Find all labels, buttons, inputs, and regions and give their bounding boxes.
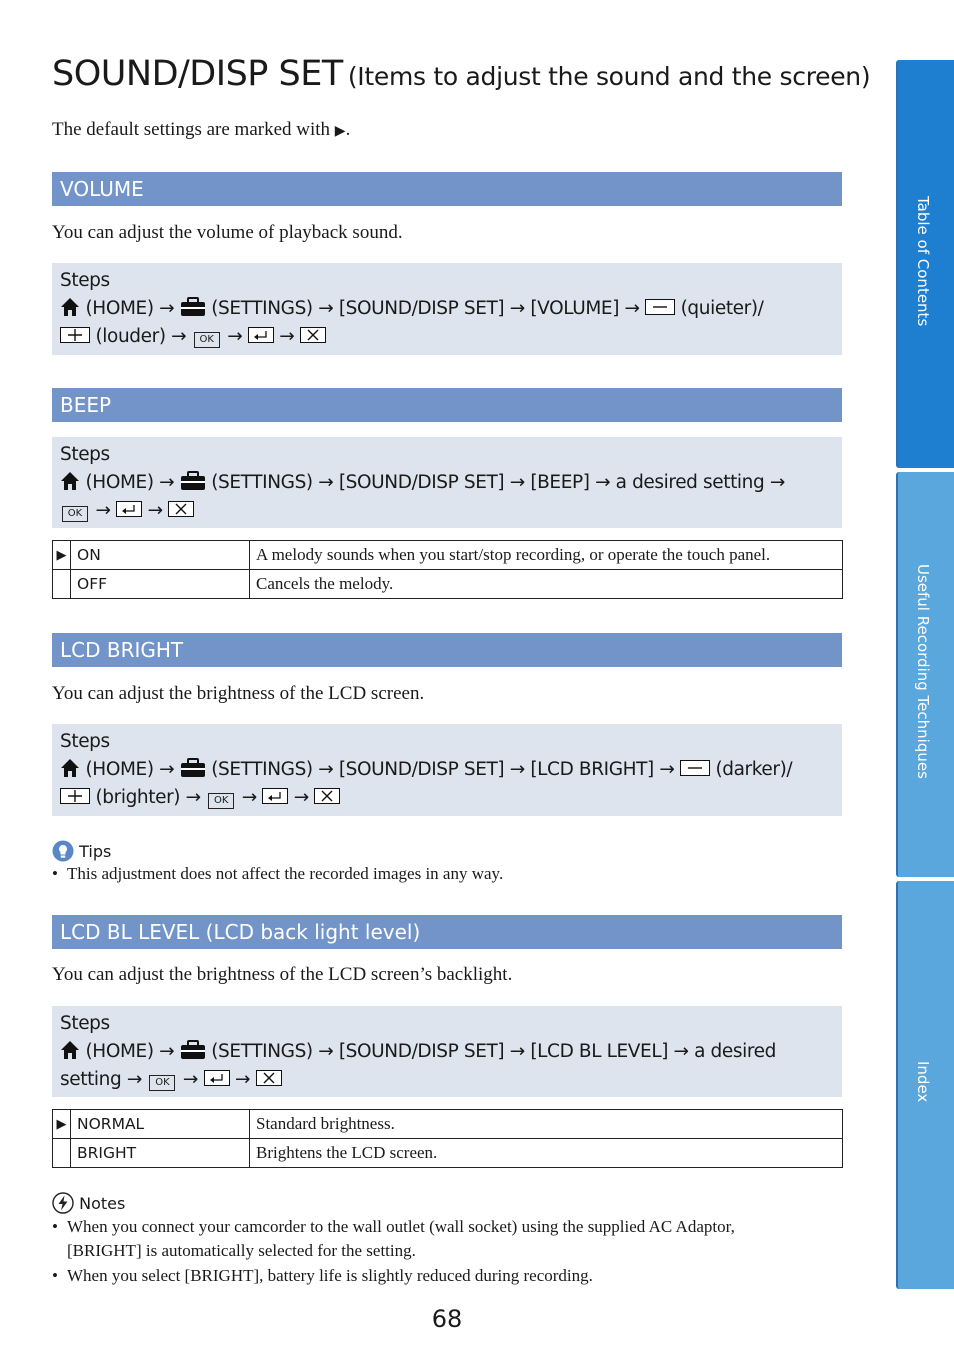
settings-icon	[180, 758, 206, 778]
page-number: 68	[431, 1305, 463, 1333]
volume-description: You can adjust the volume of playback sound.	[52, 222, 403, 243]
volume-heading: VOLUME	[52, 172, 842, 206]
page-title-sub: (Items to adjust the sound and the screen)	[347, 62, 871, 91]
lcd-bright-steps: Steps (HOME) → (SETTINGS) → [SOUND/DISP SET] → [LCD BRIGHT] → (darker)/ (brighter) → OK → →	[52, 724, 842, 816]
page-title	[52, 54, 870, 94]
lcd-bright-description: You can adjust the brightness of the LCD screen.	[52, 683, 425, 704]
tab-useful-recording-techniques[interactable]	[896, 472, 954, 877]
beep-options-table	[52, 540, 843, 599]
close-button-icon	[256, 1070, 282, 1086]
steps-label: Steps	[60, 1013, 110, 1034]
minus-button-icon	[680, 760, 710, 776]
beep-steps: Steps (HOME) → (SETTINGS) → [SOUND/DISP SET] → [BEEP] → a desired setting → OK → →	[52, 437, 842, 528]
plus-button-icon	[60, 327, 90, 343]
close-button-icon	[168, 501, 194, 517]
note-item: • When you select [BRIGHT], battery life is slightly reduced during recording.	[52, 1266, 593, 1285]
default-marker-icon: ▶	[53, 1110, 71, 1139]
ok-button-icon: OK	[208, 793, 234, 809]
home-icon	[60, 758, 80, 778]
minus-button-icon	[645, 299, 675, 315]
page-title-main: SOUND/DISP SET	[52, 54, 343, 94]
default-marker-icon: ▶	[334, 124, 346, 139]
lightbulb-icon	[52, 840, 74, 862]
ok-button-icon: OK	[194, 332, 220, 348]
beep-heading: BEEP	[52, 388, 842, 422]
lcd-bl-level-options-table	[52, 1109, 843, 1168]
back-button-icon	[204, 1070, 230, 1086]
tab-table-of-contents[interactable]	[896, 60, 954, 468]
notes-warning-icon	[52, 1192, 74, 1214]
tab-label: Index	[914, 1061, 932, 1103]
table-row: OFF Cancels the melody.	[53, 570, 843, 599]
lcd-bright-heading: LCD BRIGHT	[52, 633, 842, 667]
home-icon	[60, 297, 80, 317]
home-icon	[60, 1040, 80, 1060]
note-item: • When you connect your camcorder to the wall outlet (wall socket) using the supplied AC Adaptor, [BRIGHT] is automatically selected for the setting.	[52, 1217, 735, 1260]
table-row: BRIGHT Brightens the LCD screen.	[53, 1139, 843, 1168]
lcd-bl-level-heading: LCD BL LEVEL (LCD back light level)	[52, 915, 842, 949]
close-button-icon	[300, 327, 326, 343]
steps-label: Steps	[60, 444, 110, 465]
settings-icon	[180, 471, 206, 491]
close-button-icon	[314, 788, 340, 804]
table-row: ▶ ON A melody sounds when you start/stop recording, or operate the touch panel.	[53, 541, 843, 570]
tips-header: Tips	[52, 840, 111, 862]
back-button-icon	[262, 788, 288, 804]
tab-label: Table of Contents	[914, 196, 932, 327]
settings-icon	[180, 1040, 206, 1060]
lcd-bl-level-description: You can adjust the brightness of the LCD screen’s backlight.	[52, 964, 513, 985]
plus-button-icon	[60, 788, 90, 804]
tip-item: • This adjustment does not affect the recorded images in any way.	[52, 864, 504, 883]
home-icon	[60, 471, 80, 491]
tab-index[interactable]	[896, 881, 954, 1289]
table-row: ▶ NORMAL Standard brightness.	[53, 1110, 843, 1139]
notes-header: Notes	[52, 1192, 125, 1214]
tab-label: Useful Recording Techniques	[914, 564, 932, 779]
steps-label: Steps	[60, 270, 110, 291]
lcd-bl-level-steps: Steps (HOME) → (SETTINGS) → [SOUND/DISP SET] → [LCD BL LEVEL] → a desired setting → OK → →	[52, 1006, 842, 1097]
volume-steps: Steps (HOME) → (SETTINGS) → [SOUND/DISP SET] → [VOLUME] → (quieter)/ (louder) → OK → →	[52, 263, 842, 355]
back-button-icon	[116, 501, 142, 517]
default-note: The default settings are marked with ▶.	[52, 119, 351, 140]
default-marker-icon: ▶	[53, 541, 71, 570]
settings-icon	[180, 297, 206, 317]
ok-button-icon: OK	[149, 1075, 175, 1091]
steps-label: Steps	[60, 731, 110, 752]
back-button-icon	[248, 327, 274, 343]
ok-button-icon: OK	[62, 506, 88, 522]
